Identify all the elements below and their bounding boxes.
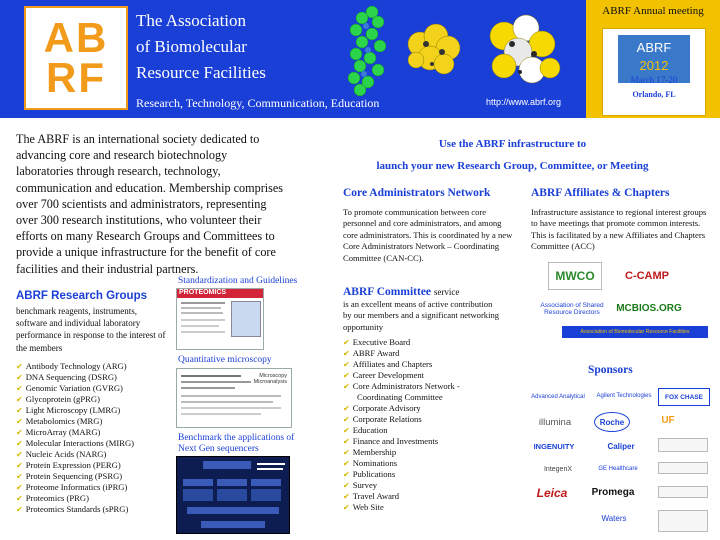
committee-item — [343, 370, 460, 381]
committee-item-label: ABRF Award — [352, 348, 400, 358]
checkmark-icon: ✔ — [16, 450, 23, 459]
waters-logo[interactable]: Waters — [601, 513, 627, 523]
intro-paragraph: The ABRF is an international society dedicated to advancing core and research biotechnology laboratories through research, technology, communication and education. Membership comprises over 700 scientists and administrators, representing over 300 research institutions, who volunteer their efforts on many Research Groups and Committees to provide a unique infrastructure for the benefit of core facilities and their industrial partners. — [16, 132, 284, 276]
journal-cover-image — [231, 301, 261, 337]
research-group-item-label: Antibody Technology (ARG) — [25, 361, 127, 371]
committee-title — [343, 286, 459, 298]
research-group-item-label: Genomic Variation (GVRG) — [25, 383, 123, 393]
checkmark-icon: ✔ — [16, 406, 23, 415]
annual-meeting-title: ABRF Annual meeting — [602, 5, 704, 17]
checkmark-icon: ✔ — [16, 461, 23, 470]
mcbios-logo[interactable]: MCBIOS.ORG — [616, 302, 682, 314]
abrf-2012-logo-name: ABRF — [636, 40, 672, 55]
annual-meeting-panel — [586, 0, 720, 118]
promega-logo[interactable]: Promega — [591, 486, 635, 498]
core-admin-network-text: To promote communication between core personnel and core administrators, and among core administrators. This is coordinated by a new Core Administrators Network – Coordinating Committee (CAN-CC). — [343, 207, 513, 263]
research-group-item-label: Proteomics Standards (sPRG) — [25, 504, 129, 514]
leica-logo[interactable]: Leica — [536, 486, 568, 500]
research-group-item-label: Protein Expression (PERG) — [25, 460, 121, 470]
checkmark-icon: ✔ — [16, 505, 23, 514]
committee-item-label: Coordinating Committee — [357, 392, 443, 402]
committee-item — [343, 414, 460, 425]
sequencing-workflow-diagram[interactable] — [176, 456, 290, 534]
committee-item — [343, 425, 460, 436]
journal-title: PROTEOMICS — [179, 289, 227, 296]
affiliates-chapters-title: ABRF Affiliates & Chapters — [531, 187, 670, 199]
checkmark-icon: ✔ — [343, 503, 350, 512]
checkmark-icon: ✔ — [343, 371, 350, 380]
protein-complex-image — [482, 10, 566, 92]
committee-item-label: Publications — [352, 469, 396, 479]
research-group-item-label: Metabolomics (MRG) — [25, 416, 103, 426]
checkmark-icon: ✔ — [16, 373, 23, 382]
research-group-item — [16, 427, 134, 438]
agilent-logo[interactable]: Agilent Technologies — [596, 393, 652, 399]
checkmark-icon: ✔ — [16, 384, 23, 393]
checkmark-icon: ✔ — [16, 483, 23, 492]
checkmark-icon: ✔ — [343, 349, 350, 358]
checkmark-icon: ✔ — [16, 395, 23, 404]
committee-item-label: Executive Board — [352, 337, 411, 347]
caption-next-gen-line-1: Benchmark the applications of — [178, 433, 295, 443]
caption-next-gen-line-2: Next Gen sequencers — [178, 444, 259, 454]
microscopy-journal-logo: Microscopy Microanalysis — [253, 373, 287, 385]
committee-item-label: Survey — [352, 480, 378, 490]
research-group-item-label: Nucleic Acids (NARG) — [25, 449, 107, 459]
research-group-item — [16, 372, 134, 383]
fox-chase-logo[interactable]: FOX CHASE — [658, 388, 710, 406]
ingenuity-logo[interactable]: INGENUITY — [533, 441, 575, 451]
caliper-logo[interactable]: Caliper — [607, 441, 635, 451]
org-title-line-1: The Association — [136, 11, 247, 30]
checkmark-icon: ✔ — [16, 417, 23, 426]
research-group-item — [16, 471, 134, 482]
checkmark-icon: ✔ — [343, 338, 350, 347]
research-groups-title: ABRF Research Groups — [16, 290, 148, 302]
checkmark-icon: ✔ — [343, 470, 350, 479]
checkmark-icon: ✔ — [343, 360, 350, 369]
research-group-item-label: Proteome Informatics (iPRG) — [25, 482, 128, 492]
sponsor-logo-small-1 — [658, 438, 708, 452]
checkmark-icon: ✔ — [343, 448, 350, 457]
advanced-analytical-logo[interactable]: Advanced Analytical — [531, 394, 585, 400]
website-link[interactable]: http://www.abrf.org — [486, 97, 562, 107]
research-group-item — [16, 504, 134, 515]
org-title-line-3: Resource Facilities — [136, 63, 266, 82]
illumina-logo[interactable]: illumina — [538, 416, 572, 428]
committee-item-label: Career Development — [352, 370, 425, 380]
research-group-item-label: DNA Sequencing (DSRG) — [25, 372, 117, 382]
abrf-affiliate-banner[interactable]: Association of Biomolecular Resource Facilities — [562, 326, 708, 338]
checkmark-icon: ✔ — [343, 481, 350, 490]
research-group-item — [16, 438, 134, 449]
research-group-item — [16, 405, 134, 416]
committee-item-label: Web Site — [352, 502, 384, 512]
checkmark-icon: ✔ — [16, 472, 23, 481]
committee-item-label: Affiliates and Chapters — [352, 359, 433, 369]
committee-item-label: Nominations — [352, 458, 398, 468]
research-group-item — [16, 493, 134, 504]
committee-item — [343, 502, 460, 513]
committee-item — [343, 447, 460, 458]
checkmark-icon: ✔ — [343, 437, 350, 446]
committee-item-label: Travel Award — [352, 491, 400, 501]
committee-item — [343, 436, 460, 447]
checkmark-icon: ✔ — [343, 492, 350, 501]
asrd-logo[interactable]: Association of Shared Resource Directors — [540, 302, 604, 316]
caption-quantitative-microscopy: Quantitative microscopy — [178, 355, 272, 365]
research-groups-description: benchmark reagents, instruments, software and individual laboratory performance in response to the interest of the members — [16, 306, 166, 353]
checkmark-icon: ✔ — [16, 362, 23, 371]
research-group-item — [16, 416, 134, 427]
research-group-item-label: Glycoprotein (gPRG) — [25, 394, 100, 404]
committee-item-label: Core Administrators Network - — [352, 381, 460, 391]
checkmark-icon: ✔ — [343, 426, 350, 435]
committee-item — [343, 348, 460, 359]
meeting-city: Orlando, FL — [632, 90, 676, 99]
research-group-item — [16, 361, 134, 372]
ge-healthcare-logo[interactable]: GE Healthcare — [598, 466, 638, 472]
abrf-logo[interactable] — [24, 6, 128, 110]
sponsors-title: Sponsors — [588, 364, 633, 376]
infrastructure-heading-line-1: Use the ABRF infrastructure to — [438, 138, 587, 150]
committee-item — [343, 458, 460, 469]
committee-item — [343, 480, 460, 491]
dna-helix-image — [338, 4, 400, 98]
committee-item-label: Finance and Investments — [352, 436, 439, 446]
committee-item — [343, 491, 460, 502]
committee-item — [343, 381, 460, 392]
research-groups-list — [16, 361, 134, 515]
committee-item-label: Membership — [352, 447, 397, 457]
meeting-card[interactable] — [602, 28, 706, 116]
research-group-item — [16, 449, 134, 460]
research-group-item — [16, 383, 134, 394]
sponsor-logo-small-3 — [658, 486, 708, 498]
sponsor-logo-small-4 — [658, 510, 708, 532]
ccamp-logo[interactable]: C-CAMP — [625, 270, 669, 282]
header-banner — [0, 0, 720, 118]
committee-item — [343, 337, 460, 348]
integenx-logo[interactable]: IntegenX — [543, 465, 573, 473]
research-group-item-label: Light Microscopy (LMRG) — [25, 405, 121, 415]
infrastructure-heading-line-2: launch your new Research Group, Committee, or Meeting — [376, 160, 649, 172]
committee-item-label: Corporate Advisory — [352, 403, 421, 413]
microscopy-article-thumbnail[interactable] — [176, 368, 292, 428]
committee-list — [343, 337, 460, 513]
committee-item — [343, 403, 460, 414]
checkmark-icon: ✔ — [343, 459, 350, 468]
checkmark-icon: ✔ — [343, 382, 350, 391]
research-group-item — [16, 460, 134, 471]
roche-logo[interactable]: Roche — [594, 412, 630, 432]
abrf-logo-text: AB RF — [43, 14, 109, 101]
proteomics-journal-thumbnail[interactable] — [176, 288, 264, 350]
protein-structure-image — [400, 14, 470, 84]
checkmark-icon: ✔ — [343, 415, 350, 424]
committee-item — [343, 392, 460, 403]
mwco-logo[interactable]: MWCO — [548, 262, 602, 290]
committee-title-text: ABRF Committee — [343, 286, 432, 298]
research-group-item-label: MicroArray (MARG) — [25, 427, 101, 437]
committee-item-label: Corporate Relations — [352, 414, 422, 424]
org-title-line-2: of Biomolecular — [136, 37, 247, 56]
caption-standardization: Standardization and Guidelines — [178, 276, 298, 286]
uf-logo[interactable]: UF — [661, 414, 675, 426]
research-group-item — [16, 394, 134, 405]
committee-item-label: Education — [352, 425, 388, 435]
research-group-item — [16, 482, 134, 493]
sponsor-logo-small-2 — [658, 462, 708, 474]
core-admin-network-title: Core Administrators Network — [343, 187, 491, 199]
affiliates-chapters-text: Infrastructure assistance to regional interest groups to have meetings that promote common interests. This is facilitated by a new Affiliates and Chapters Committee (ACC) — [531, 207, 707, 252]
checkmark-icon: ✔ — [16, 439, 23, 448]
committee-description: is an excellent means of active contribution by our members and a significant networking opportunity — [343, 299, 500, 332]
tagline: Research, Technology, Communication, Education — [136, 96, 380, 110]
research-group-item-label: Proteomics (PRG) — [25, 493, 89, 503]
meeting-dates: March 17-20 — [630, 75, 678, 85]
research-group-item-label: Protein Sequencing (PSRG) — [25, 471, 123, 481]
checkmark-icon: ✔ — [343, 404, 350, 413]
checkmark-icon: ✔ — [16, 428, 23, 437]
checkmark-icon: ✔ — [16, 494, 23, 503]
research-group-item-label: Molecular Interactions (MIRG) — [25, 438, 135, 448]
abrf-2012-logo-year: 2012 — [639, 58, 669, 73]
committee-item — [343, 359, 460, 370]
committee-title-suffix: service — [433, 287, 460, 297]
committee-item — [343, 469, 460, 480]
